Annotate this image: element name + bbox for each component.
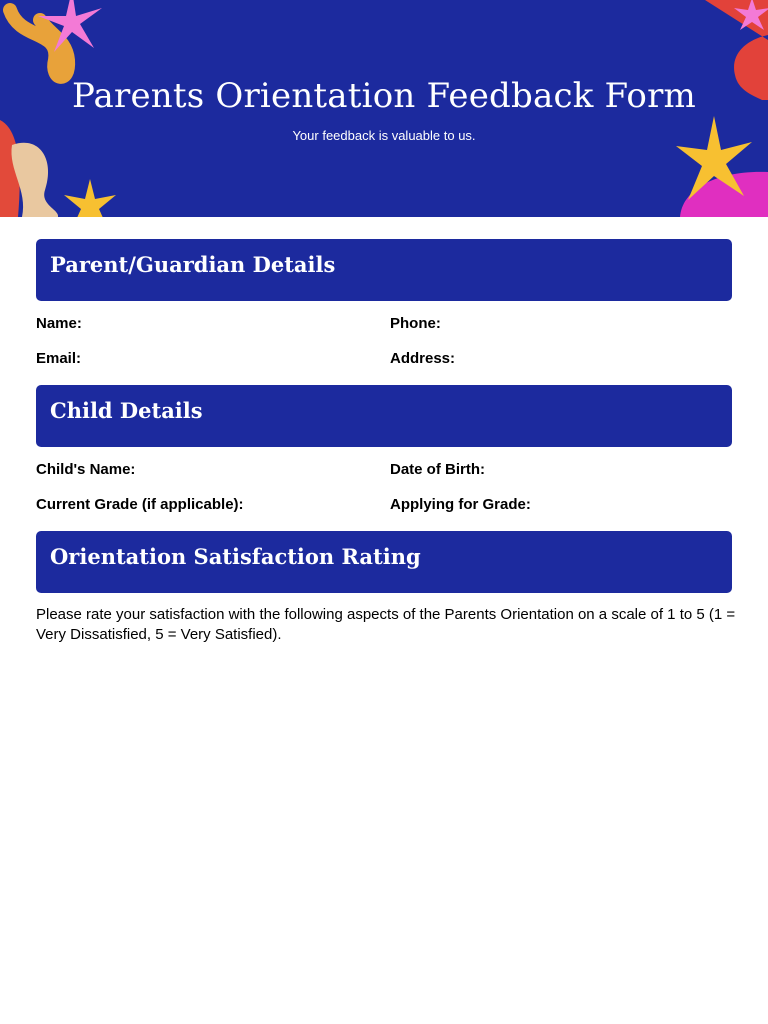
section-heading: Child Details [50, 398, 203, 423]
section-heading: Parent/Guardian Details [50, 252, 336, 277]
header-banner [0, 0, 768, 217]
field-label-email: Email: [36, 350, 82, 367]
field-label-child-name: Child's Name: [36, 461, 136, 478]
field-label-address: Address: [390, 350, 456, 367]
field-label-name: Name: [36, 315, 82, 332]
section-header-rating [36, 531, 732, 593]
star-yellow-icon [64, 179, 116, 217]
page-title: Parents Orientation Feedback Form [72, 76, 696, 116]
field-label-phone: Phone: [390, 315, 441, 332]
rating-instructions: Please rate your satisfaction with the following aspects of the Parents Orientation on a scale of 1 to 5 (1 = Very Dissatisfied, 5 = Very Satisfied). [36, 606, 736, 643]
field-label-current-grade: Current Grade (if applicable): [36, 496, 244, 513]
field-label-date-of-birth: Date of Birth: [390, 461, 485, 478]
page-subtitle: Your feedback is valuable to us. [292, 128, 476, 143]
field-label-applying-grade: Applying for Grade: [390, 496, 531, 513]
section-header-parent [36, 239, 732, 301]
section-heading: Orientation Satisfaction Rating [50, 544, 421, 569]
section-header-child [36, 385, 732, 447]
